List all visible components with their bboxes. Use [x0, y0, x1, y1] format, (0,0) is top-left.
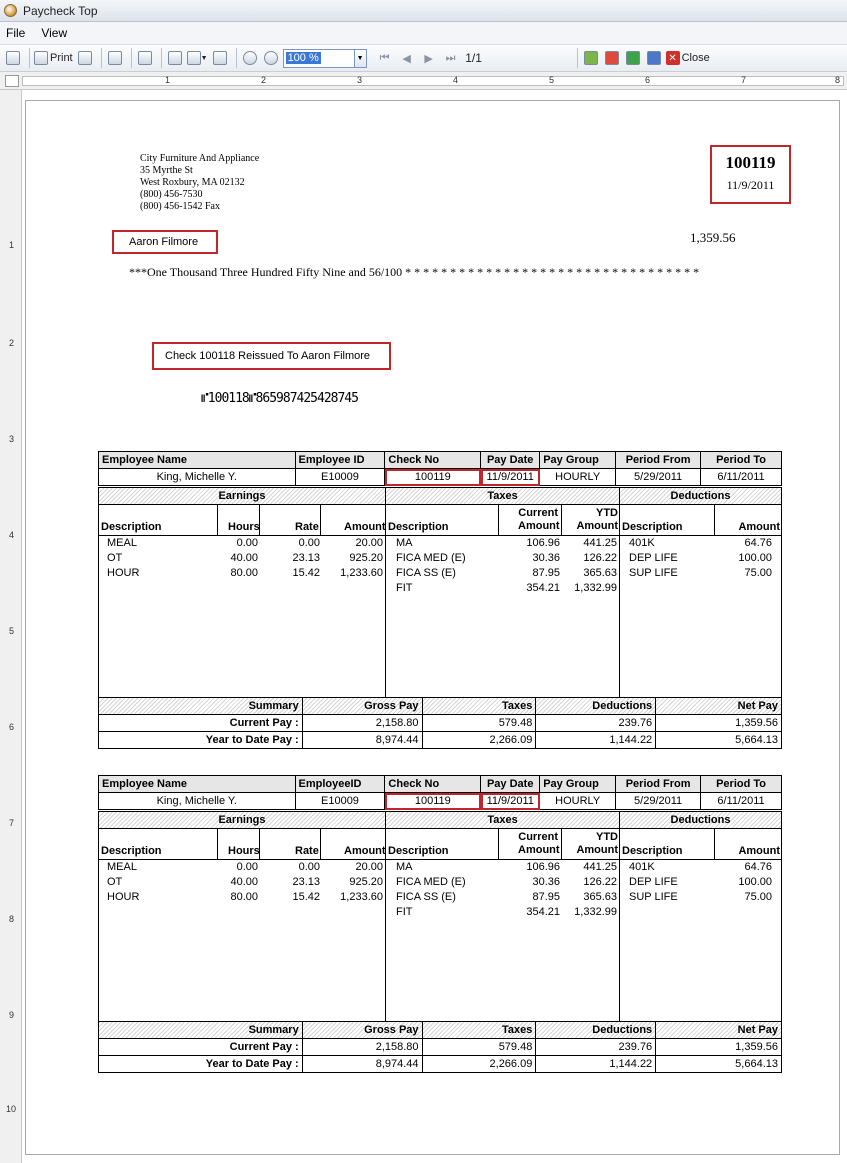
- payee-name: Aaron Filmore: [129, 236, 199, 248]
- pdf-icon: [605, 51, 619, 65]
- page-setup-button[interactable]: [76, 48, 94, 68]
- earning-rate: 23.13: [292, 876, 320, 888]
- ytd-taxes: 2,266.09: [422, 1056, 536, 1073]
- deductions-header: [619, 811, 782, 829]
- taxes-title: Taxes: [487, 490, 518, 502]
- close-icon: ✕: [666, 51, 680, 65]
- tax-col-description: Description: [388, 845, 449, 857]
- row-divider: [619, 535, 782, 536]
- col-pay-date: Pay Date: [481, 452, 540, 469]
- export-word-button[interactable]: [645, 48, 663, 68]
- ruler-number: 4: [9, 530, 15, 540]
- chevron-down-icon: ▼: [200, 54, 208, 62]
- row-divider: [619, 859, 782, 860]
- ded-col-description: Description: [622, 845, 683, 857]
- tax-col-description: Description: [388, 521, 449, 533]
- tax-col-ytd-amount: Amount: [576, 844, 618, 856]
- vertical-ruler: [0, 90, 22, 1163]
- menu-bar: [0, 22, 847, 44]
- pay-stub-1: [98, 451, 782, 751]
- ytd-pay-label: Year to Date Pay :: [99, 732, 303, 749]
- check-no: 100119: [385, 793, 481, 810]
- earn-col-description: Description: [101, 521, 162, 533]
- tax-ytd: 441.25: [583, 537, 617, 549]
- col-deductions: Deductions: [536, 698, 656, 715]
- col-period-to: Period To: [701, 452, 782, 469]
- taxes-title: Taxes: [487, 814, 518, 826]
- separator: [101, 48, 102, 68]
- tax-col-ytd-amount: Amount: [576, 520, 618, 532]
- period-from: 5/29/2011: [616, 469, 701, 486]
- zoom-dropdown-button[interactable]: [355, 49, 367, 68]
- col-employee-id: EmployeeID: [295, 776, 385, 793]
- col-net-pay: Net Pay: [656, 1022, 782, 1039]
- window-title: Paycheck Top: [23, 3, 98, 18]
- employee-name: King, Michelle Y.: [99, 793, 296, 810]
- zoom-value: 100 %: [287, 52, 319, 64]
- menu-file[interactable]: File: [6, 26, 26, 40]
- earning-rate: 0.00: [298, 537, 320, 549]
- earning-rate: 15.42: [292, 891, 320, 903]
- check-memo: Check 100118 Reissued To Aaron Filmore: [165, 350, 371, 362]
- deduction-amount: 64.76: [744, 861, 772, 873]
- deduction-amount: 75.00: [744, 567, 772, 579]
- ruler-number: 7: [9, 818, 15, 828]
- check-no: 100119: [385, 469, 481, 486]
- continuous-icon: [213, 51, 227, 65]
- export-excel-button[interactable]: [624, 48, 642, 68]
- last-page-button[interactable]: ⏭: [445, 51, 456, 64]
- pay-stub-2: [98, 775, 782, 1075]
- tax-current: 30.36: [532, 876, 560, 888]
- earning-description: HOUR: [107, 891, 140, 903]
- company-fax: (800) 456-1542 Fax: [140, 201, 220, 212]
- ruler-number: 3: [357, 75, 363, 85]
- earning-description: OT: [107, 552, 123, 564]
- ytd-deductions: 1,144.22: [536, 1056, 656, 1073]
- earnings-title: Earnings: [218, 490, 266, 502]
- earning-amount: 20.00: [355, 537, 383, 549]
- zoom-out-button[interactable]: [241, 48, 259, 68]
- close-label: Close: [681, 52, 710, 64]
- check-amount: 1,359.56: [690, 230, 736, 245]
- export-button[interactable]: [582, 48, 600, 68]
- document-map-button[interactable]: [4, 48, 22, 68]
- ytd-deductions: 1,144.22: [536, 732, 656, 749]
- earn-col-amount: Amount: [344, 521, 386, 533]
- ruler-number: 5: [9, 626, 15, 636]
- ruler-number: 1: [9, 240, 15, 250]
- col-period-to: Period To: [701, 776, 782, 793]
- excel-icon: [626, 51, 640, 65]
- tax-col-ytd: YTD: [596, 831, 618, 843]
- page-setup-icon: [78, 51, 92, 65]
- earning-hours: 40.00: [230, 876, 258, 888]
- employee-info-table: [98, 451, 782, 486]
- separator: [29, 48, 30, 68]
- zoom-in-icon: [264, 51, 278, 65]
- earning-hours: 80.00: [230, 567, 258, 579]
- row-divider: [98, 859, 386, 860]
- earn-col-description: Description: [101, 845, 162, 857]
- ruler-number: 9: [9, 1010, 15, 1020]
- horizontal-ruler: [0, 72, 847, 90]
- deduction-description: 401K: [629, 537, 655, 549]
- col-employee-id: Employee ID: [295, 452, 385, 469]
- pay-date: 11/9/2011: [481, 793, 540, 810]
- tax-description: FICA MED (E): [396, 552, 466, 564]
- binoculars-icon: [138, 51, 152, 65]
- ded-col-amount: Amount: [738, 845, 780, 857]
- ytd-gross: 8,974.44: [302, 1056, 422, 1073]
- current-gross: 2,158.80: [302, 715, 422, 732]
- ruler-number: 6: [9, 722, 15, 732]
- row-divider: [385, 535, 620, 536]
- zoom-out-icon: [243, 51, 257, 65]
- deduction-description: DEP LIFE: [629, 552, 678, 564]
- tax-current: 354.21: [526, 582, 560, 594]
- summary-table: [98, 697, 782, 749]
- multi-page-icon: [187, 51, 201, 65]
- col-deductions: Deductions: [536, 1022, 656, 1039]
- employee-id: E10009: [295, 793, 385, 810]
- col-period-from: Period From: [616, 452, 701, 469]
- report-page: [25, 100, 840, 1155]
- close-button[interactable]: [666, 48, 710, 68]
- tax-ytd: 441.25: [583, 861, 617, 873]
- company-address-line: 35 Myrthe St: [140, 165, 193, 176]
- tax-col-current-amount: Amount: [518, 844, 560, 856]
- export-icon: [584, 51, 598, 65]
- payee-box: [112, 230, 218, 254]
- print-button[interactable]: [34, 48, 73, 68]
- tax-description: FICA MED (E): [396, 876, 466, 888]
- summary-label: Summary: [99, 1022, 303, 1039]
- tax-description: MA: [396, 861, 413, 873]
- earning-description: MEAL: [107, 861, 137, 873]
- menu-view[interactable]: View: [41, 26, 68, 40]
- earning-hours: 0.00: [236, 537, 258, 549]
- earnings-header: [98, 811, 386, 829]
- period-from: 5/29/2011: [616, 793, 701, 810]
- col-pay-group: Pay Group: [540, 776, 616, 793]
- tax-ytd: 1,332.99: [574, 906, 617, 918]
- ytd-gross: 8,974.44: [302, 732, 422, 749]
- current-taxes: 579.48: [422, 1039, 536, 1056]
- pay-date: 11/9/2011: [481, 469, 540, 486]
- ruler-number: 4: [453, 75, 459, 85]
- deductions-header: [619, 487, 782, 505]
- ruler-number: 8: [9, 914, 15, 924]
- deduction-description: SUP LIFE: [629, 567, 678, 579]
- tax-description: MA: [396, 537, 413, 549]
- separator: [161, 48, 162, 68]
- current-deductions: 239.76: [536, 1039, 656, 1056]
- chevron-down-icon: ▼: [356, 54, 364, 62]
- row-divider: [385, 859, 620, 860]
- earning-amount: 1,233.60: [340, 567, 383, 579]
- earn-col-rate: Rate: [295, 845, 319, 857]
- copy-button[interactable]: [106, 48, 124, 68]
- continuous-button[interactable]: [211, 48, 229, 68]
- company-name: City Furniture And Appliance: [140, 153, 260, 164]
- export-pdf-button[interactable]: [603, 48, 621, 68]
- tax-current: 106.96: [526, 537, 560, 549]
- col-employee-name: Employee Name: [99, 452, 296, 469]
- first-page-button[interactable]: ⏮: [379, 51, 390, 64]
- ruler-corner: [5, 75, 19, 87]
- ruler-number: 2: [9, 338, 15, 348]
- find-button[interactable]: [136, 48, 154, 68]
- earnings-header: [98, 487, 386, 505]
- tax-col-ytd: YTD: [596, 507, 618, 519]
- pay-group: HOURLY: [540, 469, 616, 486]
- taxes-header: [385, 487, 620, 505]
- check-date: 11/9/2011: [726, 178, 775, 192]
- deduction-amount: 100.00: [738, 876, 772, 888]
- earn-col-amount: Amount: [344, 845, 386, 857]
- company-phone: (800) 456-7530: [140, 189, 203, 200]
- col-taxes: Taxes: [422, 698, 536, 715]
- company-city-line: West Roxbury, MA 02132: [140, 177, 245, 188]
- col-pay-group: Pay Group: [540, 452, 616, 469]
- deductions-title: Deductions: [670, 814, 731, 826]
- current-net: 1,359.56: [656, 1039, 782, 1056]
- ded-col-amount: Amount: [738, 521, 780, 533]
- earning-rate: 15.42: [292, 567, 320, 579]
- deduction-amount: 64.76: [744, 537, 772, 549]
- ruler-track: [22, 76, 844, 86]
- col-gross-pay: Gross Pay: [302, 1022, 422, 1039]
- employee-info-table: [98, 775, 782, 810]
- earning-hours: 0.00: [236, 861, 258, 873]
- ytd-pay-label: Year to Date Pay :: [99, 1056, 303, 1073]
- col-taxes: Taxes: [422, 1022, 536, 1039]
- row-divider: [98, 535, 386, 536]
- earning-hours: 80.00: [230, 891, 258, 903]
- separator: [236, 48, 237, 68]
- separator: [131, 48, 132, 68]
- ruler-number: 10: [6, 1104, 17, 1114]
- current-taxes: 579.48: [422, 715, 536, 732]
- earning-description: OT: [107, 876, 123, 888]
- toolbar: [0, 44, 847, 72]
- earning-amount: 20.00: [355, 861, 383, 873]
- deduction-description: SUP LIFE: [629, 891, 678, 903]
- word-icon: [647, 51, 661, 65]
- col-employee-name: Employee Name: [99, 776, 296, 793]
- current-net: 1,359.56: [656, 715, 782, 732]
- micr-line: ⑈100118⑈865987425428745: [201, 391, 358, 406]
- amount-in-words: ***One Thousand Three Hundred Fifty Nine and 56/100 * * * * * * * * * * * * * * * * * * * * * * * * * * * * * * * * *: [129, 265, 700, 279]
- period-to: 6/11/2011: [701, 793, 782, 810]
- ruler-number: 2: [261, 75, 267, 85]
- next-page-button[interactable]: ▶: [424, 52, 433, 65]
- ded-col-description: Description: [622, 521, 683, 533]
- earning-amount: 925.20: [349, 552, 383, 564]
- col-period-from: Period From: [616, 776, 701, 793]
- col-pay-date: Pay Date: [481, 776, 540, 793]
- ruler-number: 3: [9, 434, 15, 444]
- earn-col-rate: Rate: [295, 521, 319, 533]
- taxes-header: [385, 811, 620, 829]
- earning-amount: 1,233.60: [340, 891, 383, 903]
- earning-rate: 23.13: [292, 552, 320, 564]
- earning-description: HOUR: [107, 567, 140, 579]
- col-check-no: Check No: [385, 452, 481, 469]
- tax-col-current-amount: Amount: [518, 520, 560, 532]
- current-pay-label: Current Pay :: [99, 1039, 303, 1056]
- tax-current: 30.36: [532, 552, 560, 564]
- tax-description: FIT: [396, 906, 413, 918]
- tax-current: 87.95: [532, 567, 560, 579]
- earning-amount: 925.20: [349, 876, 383, 888]
- tax-ytd: 126.22: [583, 552, 617, 564]
- separator: [577, 48, 578, 68]
- tax-ytd: 126.22: [583, 876, 617, 888]
- single-page-button[interactable]: [166, 48, 184, 68]
- deductions-title: Deductions: [670, 490, 731, 502]
- current-gross: 2,158.80: [302, 1039, 422, 1056]
- deduction-description: DEP LIFE: [629, 876, 678, 888]
- tax-ytd: 365.63: [583, 891, 617, 903]
- app-icon: [4, 4, 17, 17]
- printer-icon: [34, 51, 48, 65]
- deduction-amount: 100.00: [738, 552, 772, 564]
- period-to: 6/11/2011: [701, 469, 782, 486]
- zoom-in-button[interactable]: [262, 48, 280, 68]
- earn-col-hours: Hours: [228, 521, 260, 533]
- current-pay-label: Current Pay :: [99, 715, 303, 732]
- page-indicator: 1/1: [465, 51, 482, 65]
- earning-rate: 0.00: [298, 861, 320, 873]
- tax-current: 87.95: [532, 891, 560, 903]
- summary-label: Summary: [99, 698, 303, 715]
- col-net-pay: Net Pay: [656, 698, 782, 715]
- title-bar: [0, 0, 847, 22]
- deduction-amount: 75.00: [744, 891, 772, 903]
- earning-description: MEAL: [107, 537, 137, 549]
- employee-id: E10009: [295, 469, 385, 486]
- deduction-description: 401K: [629, 861, 655, 873]
- print-label: Print: [50, 52, 73, 64]
- tax-description: FIT: [396, 582, 413, 594]
- earn-col-hours: Hours: [228, 845, 260, 857]
- earnings-title: Earnings: [218, 814, 266, 826]
- tax-ytd: 1,332.99: [574, 582, 617, 594]
- ruler-number: 7: [741, 75, 747, 85]
- tax-col-current: Current: [518, 507, 558, 519]
- ytd-net: 5,664.13: [656, 732, 782, 749]
- employee-name: King, Michelle Y.: [99, 469, 296, 486]
- single-page-icon: [168, 51, 182, 65]
- ruler-number: 8: [835, 75, 841, 85]
- multi-page-button[interactable]: [187, 48, 208, 68]
- earning-hours: 40.00: [230, 552, 258, 564]
- tax-ytd: 365.63: [583, 567, 617, 579]
- ruler-number: 1: [165, 75, 171, 85]
- col-gross-pay: Gross Pay: [302, 698, 422, 715]
- pay-group: HOURLY: [540, 793, 616, 810]
- copy-icon: [108, 51, 122, 65]
- tax-current: 354.21: [526, 906, 560, 918]
- check-number-box: [710, 145, 791, 204]
- ruler-number: 6: [645, 75, 651, 85]
- col-check-no: Check No: [385, 776, 481, 793]
- company-address: [140, 153, 259, 213]
- memo-box: [152, 342, 391, 370]
- tax-col-current: Current: [518, 831, 558, 843]
- ruler-number: 5: [549, 75, 555, 85]
- previous-page-button[interactable]: ◀: [402, 52, 411, 65]
- summary-table: [98, 1021, 782, 1073]
- ytd-taxes: 2,266.09: [422, 732, 536, 749]
- tax-current: 106.96: [526, 861, 560, 873]
- check-number: 100119: [725, 153, 776, 172]
- tax-description: FICA SS (E): [396, 891, 456, 903]
- zoom-input[interactable]: [283, 49, 355, 68]
- ytd-net: 5,664.13: [656, 1056, 782, 1073]
- tax-description: FICA SS (E): [396, 567, 456, 579]
- document-icon: [6, 51, 20, 65]
- current-deductions: 239.76: [536, 715, 656, 732]
